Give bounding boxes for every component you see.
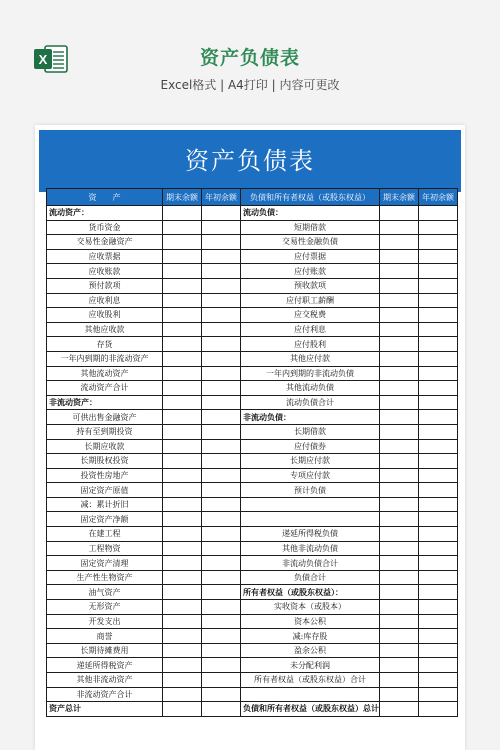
liability-item-label [241, 512, 380, 527]
liability-opening-balance-cell[interactable] [419, 454, 458, 469]
liability-item-label: 预收款项 [241, 278, 380, 293]
asset-item-label: 固定资产原值 [47, 483, 163, 498]
asset-ending-balance-cell[interactable] [163, 585, 202, 600]
liability-item-label: 盈余公积 [241, 643, 380, 658]
table-row [47, 570, 458, 585]
liability-item-label: 所有者权益（或股东权益）合计 [241, 673, 380, 688]
table-row [47, 468, 458, 483]
asset-item-label: 一年内到期的非流动资产 [47, 351, 163, 366]
asset-item-label: 长期股权投资 [47, 454, 163, 469]
table-row [47, 424, 458, 439]
liability-item-label: 资本公积 [241, 614, 380, 629]
column-header-ending-balance: 期末余额 [380, 189, 419, 206]
asset-opening-balance-cell[interactable] [202, 395, 241, 410]
liability-ending-balance-cell[interactable] [380, 220, 419, 235]
asset-ending-balance-cell[interactable] [163, 220, 202, 235]
asset-opening-balance-cell[interactable] [202, 337, 241, 352]
table-row [47, 410, 458, 425]
table-row [47, 497, 458, 512]
liability-opening-balance-cell[interactable] [419, 395, 458, 410]
liability-opening-balance-cell[interactable] [419, 308, 458, 323]
table-row [47, 512, 458, 527]
liability-opening-balance-cell[interactable] [419, 366, 458, 381]
asset-item-label: 其他应收款 [47, 322, 163, 337]
table-row [47, 454, 458, 469]
liability-ending-balance-cell[interactable] [380, 235, 419, 250]
asset-opening-balance-cell[interactable] [202, 614, 241, 629]
liability-item-label: 其他非流动负债 [241, 541, 380, 556]
asset-ending-balance-cell[interactable] [163, 249, 202, 264]
liability-item-label [241, 687, 380, 702]
table-row [47, 235, 458, 250]
liability-opening-balance-cell[interactable] [419, 658, 458, 673]
table-body [47, 206, 458, 717]
liability-opening-balance-cell[interactable] [419, 206, 458, 221]
liability-ending-balance-cell[interactable] [380, 366, 419, 381]
liability-opening-balance-cell[interactable] [419, 673, 458, 688]
balance-sheet-table [46, 188, 458, 717]
liability-opening-balance-cell[interactable] [419, 541, 458, 556]
asset-ending-balance-cell[interactable] [163, 351, 202, 366]
liability-opening-balance-cell[interactable] [419, 381, 458, 396]
asset-item-label: 无形资产 [47, 600, 163, 615]
liability-opening-balance-cell[interactable] [419, 570, 458, 585]
asset-opening-balance-cell[interactable] [202, 249, 241, 264]
liability-opening-balance-cell[interactable] [419, 556, 458, 571]
liability-item-label: 预计负债 [241, 483, 380, 498]
liability-opening-balance-cell[interactable] [419, 483, 458, 498]
liability-opening-balance-cell[interactable] [419, 614, 458, 629]
page-subtitle: Excel格式 | A4打印 | 内容可更改 [160, 78, 340, 92]
asset-opening-balance-cell[interactable] [202, 220, 241, 235]
asset-item-label: 交易性金融资产 [47, 235, 163, 250]
liability-ending-balance-cell[interactable] [380, 468, 419, 483]
liability-item-label: 长期应付款 [241, 454, 380, 469]
liability-ending-balance-cell[interactable] [380, 527, 419, 542]
asset-item-label: 流动资产合计 [47, 381, 163, 396]
liability-opening-balance-cell[interactable] [419, 643, 458, 658]
liability-item-label: 减:库存股 [241, 629, 380, 644]
asset-ending-balance-cell[interactable] [163, 687, 202, 702]
table-row [47, 673, 458, 688]
asset-opening-balance-cell[interactable] [202, 454, 241, 469]
asset-item-label: 应收股利 [47, 308, 163, 323]
asset-ending-balance-cell[interactable] [163, 293, 202, 308]
asset-item-label: 其他非流动资产 [47, 673, 163, 688]
liability-item-label: 应付职工薪酬 [241, 293, 380, 308]
asset-ending-balance-cell[interactable] [163, 600, 202, 615]
liability-opening-balance-cell[interactable] [419, 424, 458, 439]
asset-ending-balance-cell[interactable] [163, 483, 202, 498]
table-row [47, 249, 458, 264]
liability-item-label: 其他应付款 [241, 351, 380, 366]
asset-item-label: 应收票据 [47, 249, 163, 264]
liability-opening-balance-cell[interactable] [419, 468, 458, 483]
liability-opening-balance-cell[interactable] [419, 600, 458, 615]
asset-ending-balance-cell[interactable] [163, 614, 202, 629]
table-row [47, 614, 458, 629]
liability-ending-balance-cell[interactable] [380, 410, 419, 425]
liability-opening-balance-cell[interactable] [419, 337, 458, 352]
liability-opening-balance-cell[interactable] [419, 235, 458, 250]
asset-item-label: 投资性房地产 [47, 468, 163, 483]
liability-opening-balance-cell[interactable] [419, 527, 458, 542]
table-row [47, 483, 458, 498]
liability-ending-balance-cell[interactable] [380, 585, 419, 600]
liability-ending-balance-cell[interactable] [380, 264, 419, 279]
asset-item-label: 应收利息 [47, 293, 163, 308]
asset-item-label: 非流动资产： [47, 395, 163, 410]
asset-ending-balance-cell[interactable] [163, 643, 202, 658]
asset-item-label: 固定资产清理 [47, 556, 163, 571]
asset-opening-balance-cell[interactable] [202, 512, 241, 527]
asset-opening-balance-cell[interactable] [202, 658, 241, 673]
liability-ending-balance-cell[interactable] [380, 337, 419, 352]
asset-opening-balance-cell[interactable] [202, 497, 241, 512]
liability-opening-balance-cell[interactable] [419, 293, 458, 308]
asset-item-label: 应收账款 [47, 264, 163, 279]
asset-item-label: 资产总计 [47, 702, 163, 717]
table-row [47, 556, 458, 571]
liability-ending-balance-cell[interactable] [380, 600, 419, 615]
sheet-banner-title: 资产负债表 [39, 130, 461, 192]
column-header-assets: 资 产 [47, 189, 163, 206]
asset-opening-balance-cell[interactable] [202, 322, 241, 337]
liability-item-label: 非流动负债合计 [241, 556, 380, 571]
asset-item-label: 开发支出 [47, 614, 163, 629]
asset-opening-balance-cell[interactable] [202, 527, 241, 542]
asset-ending-balance-cell[interactable] [163, 206, 202, 221]
asset-item-label: 其他流动资产 [47, 366, 163, 381]
liability-item-label: 非流动负债： [241, 410, 380, 425]
asset-item-label: 流动资产： [47, 206, 163, 221]
table-row [47, 658, 458, 673]
liability-ending-balance-cell[interactable] [380, 483, 419, 498]
asset-ending-balance-cell[interactable] [163, 629, 202, 644]
sheet-preview [35, 125, 465, 750]
liability-item-label: 长期借款 [241, 424, 380, 439]
liability-ending-balance-cell[interactable] [380, 658, 419, 673]
liability-opening-balance-cell[interactable] [419, 629, 458, 644]
asset-opening-balance-cell[interactable] [202, 264, 241, 279]
column-header-opening-balance: 年初余额 [419, 189, 458, 206]
asset-item-label: 预付款项 [47, 278, 163, 293]
asset-item-label: 货币资金 [47, 220, 163, 235]
asset-opening-balance-cell[interactable] [202, 702, 241, 717]
liability-item-label: 流动负债合计 [241, 395, 380, 410]
table-row [47, 643, 458, 658]
asset-ending-balance-cell[interactable] [163, 658, 202, 673]
column-header-ending-balance: 期末余额 [163, 189, 202, 206]
asset-opening-balance-cell[interactable] [202, 424, 241, 439]
asset-item-label: 长期应收款 [47, 439, 163, 454]
asset-opening-balance-cell[interactable] [202, 585, 241, 600]
asset-opening-balance-cell[interactable] [202, 570, 241, 585]
asset-ending-balance-cell[interactable] [163, 527, 202, 542]
table-row [47, 308, 458, 323]
liability-ending-balance-cell[interactable] [380, 556, 419, 571]
liability-opening-balance-cell[interactable] [419, 702, 458, 717]
liability-ending-balance-cell[interactable] [380, 293, 419, 308]
asset-opening-balance-cell[interactable] [202, 600, 241, 615]
asset-ending-balance-cell[interactable] [163, 497, 202, 512]
asset-opening-balance-cell[interactable] [202, 308, 241, 323]
asset-ending-balance-cell[interactable] [163, 264, 202, 279]
table-row [47, 220, 458, 235]
liability-ending-balance-cell[interactable] [380, 381, 419, 396]
table-row [47, 264, 458, 279]
asset-ending-balance-cell[interactable] [163, 468, 202, 483]
asset-item-label: 工程物资 [47, 541, 163, 556]
liability-opening-balance-cell[interactable] [419, 497, 458, 512]
asset-item-label: 长期待摊费用 [47, 643, 163, 658]
table-row [47, 585, 458, 600]
liability-ending-balance-cell[interactable] [380, 614, 419, 629]
asset-opening-balance-cell[interactable] [202, 235, 241, 250]
table-row [47, 278, 458, 293]
liability-ending-balance-cell[interactable] [380, 439, 419, 454]
liability-ending-balance-cell[interactable] [380, 278, 419, 293]
asset-ending-balance-cell[interactable] [163, 702, 202, 717]
asset-opening-balance-cell[interactable] [202, 468, 241, 483]
asset-opening-balance-cell[interactable] [202, 483, 241, 498]
liability-item-label: 一年内到期的非流动负债 [241, 366, 380, 381]
liability-item-label: 交易性金融负债 [241, 235, 380, 250]
table-row [47, 629, 458, 644]
table-row [47, 702, 458, 717]
asset-opening-balance-cell[interactable] [202, 366, 241, 381]
asset-opening-balance-cell[interactable] [202, 439, 241, 454]
asset-opening-balance-cell[interactable] [202, 351, 241, 366]
liability-ending-balance-cell[interactable] [380, 351, 419, 366]
liability-ending-balance-cell[interactable] [380, 673, 419, 688]
liability-item-label: 负债和所有者权益（或股东权益）总计 [241, 702, 380, 717]
liability-ending-balance-cell[interactable] [380, 322, 419, 337]
asset-item-label: 存货 [47, 337, 163, 352]
liability-opening-balance-cell[interactable] [419, 278, 458, 293]
liability-ending-balance-cell[interactable] [380, 308, 419, 323]
liability-ending-balance-cell[interactable] [380, 702, 419, 717]
asset-opening-balance-cell[interactable] [202, 556, 241, 571]
asset-item-label: 持有至到期投资 [47, 424, 163, 439]
asset-ending-balance-cell[interactable] [163, 673, 202, 688]
svg-text:X: X [38, 52, 48, 67]
liability-ending-balance-cell[interactable] [380, 206, 419, 221]
liability-item-label: 实收资本（或股本） [241, 600, 380, 615]
page-header [0, 0, 500, 120]
asset-ending-balance-cell[interactable] [163, 512, 202, 527]
column-header-opening-balance: 年初余额 [202, 189, 241, 206]
liability-item-label: 递延所得税负债 [241, 527, 380, 542]
liability-opening-balance-cell[interactable] [419, 687, 458, 702]
liability-item-label: 应付票据 [241, 249, 380, 264]
liability-ending-balance-cell[interactable] [380, 249, 419, 264]
liability-item-label: 应付账款 [241, 264, 380, 279]
table-row [47, 206, 458, 221]
asset-item-label: 生产性生物资产 [47, 570, 163, 585]
liability-item-label: 应付债券 [241, 439, 380, 454]
table-row [47, 395, 458, 410]
liability-opening-balance-cell[interactable] [419, 512, 458, 527]
table-row [47, 337, 458, 352]
liability-item-label: 专项应付款 [241, 468, 380, 483]
asset-opening-balance-cell[interactable] [202, 410, 241, 425]
table-row [47, 351, 458, 366]
liability-item-label [241, 497, 380, 512]
asset-ending-balance-cell[interactable] [163, 381, 202, 396]
liability-ending-balance-cell[interactable] [380, 497, 419, 512]
asset-ending-balance-cell[interactable] [163, 556, 202, 571]
asset-item-label: 商誉 [47, 629, 163, 644]
asset-item-label: 递延所得税资产 [47, 658, 163, 673]
asset-opening-balance-cell[interactable] [202, 629, 241, 644]
table-row [47, 322, 458, 337]
liability-opening-balance-cell[interactable] [419, 351, 458, 366]
liability-item-label: 其他流动负债 [241, 381, 380, 396]
asset-opening-balance-cell[interactable] [202, 293, 241, 308]
liability-opening-balance-cell[interactable] [419, 585, 458, 600]
asset-ending-balance-cell[interactable] [163, 410, 202, 425]
liability-ending-balance-cell[interactable] [380, 541, 419, 556]
asset-opening-balance-cell[interactable] [202, 278, 241, 293]
liability-ending-balance-cell[interactable] [380, 687, 419, 702]
asset-ending-balance-cell[interactable] [163, 235, 202, 250]
liability-item-label: 应付股利 [241, 337, 380, 352]
liability-opening-balance-cell[interactable] [419, 264, 458, 279]
table-row [47, 541, 458, 556]
table-row [47, 439, 458, 454]
table-row [47, 687, 458, 702]
table-row [47, 381, 458, 396]
liability-ending-balance-cell[interactable] [380, 512, 419, 527]
column-header-liabilities-equity: 负债和所有者权益（或股东权益） [241, 189, 380, 206]
liability-ending-balance-cell[interactable] [380, 424, 419, 439]
liability-item-label: 应付利息 [241, 322, 380, 337]
asset-opening-balance-cell[interactable] [202, 643, 241, 658]
asset-ending-balance-cell[interactable] [163, 541, 202, 556]
asset-opening-balance-cell[interactable] [202, 541, 241, 556]
asset-ending-balance-cell[interactable] [163, 395, 202, 410]
liability-ending-balance-cell[interactable] [380, 454, 419, 469]
asset-opening-balance-cell[interactable] [202, 673, 241, 688]
page-title: 资产负债表 [199, 47, 300, 69]
asset-item-label: 减：累计折旧 [47, 497, 163, 512]
liability-item-label: 短期借款 [241, 220, 380, 235]
liability-opening-balance-cell[interactable] [419, 220, 458, 235]
asset-opening-balance-cell[interactable] [202, 206, 241, 221]
liability-opening-balance-cell[interactable] [419, 439, 458, 454]
asset-ending-balance-cell[interactable] [163, 337, 202, 352]
asset-item-label: 油气资产 [47, 585, 163, 600]
asset-ending-balance-cell[interactable] [163, 454, 202, 469]
asset-ending-balance-cell[interactable] [163, 439, 202, 454]
asset-ending-balance-cell[interactable] [163, 570, 202, 585]
liability-opening-balance-cell[interactable] [419, 322, 458, 337]
liability-ending-balance-cell[interactable] [380, 643, 419, 658]
liability-opening-balance-cell[interactable] [419, 249, 458, 264]
asset-ending-balance-cell[interactable] [163, 366, 202, 381]
liability-item-label: 流动负债： [241, 206, 380, 221]
asset-item-label: 非流动资产合计 [47, 687, 163, 702]
liability-item-label: 未分配利润 [241, 658, 380, 673]
table-header-row [47, 189, 458, 206]
asset-item-label: 在建工程 [47, 527, 163, 542]
table-row [47, 527, 458, 542]
table-row [47, 366, 458, 381]
asset-opening-balance-cell[interactable] [202, 687, 241, 702]
liability-opening-balance-cell[interactable] [419, 410, 458, 425]
asset-item-label: 固定资产净额 [47, 512, 163, 527]
asset-ending-balance-cell[interactable] [163, 278, 202, 293]
liability-item-label: 负债合计 [241, 570, 380, 585]
asset-item-label: 可供出售金融资产 [47, 410, 163, 425]
asset-ending-balance-cell[interactable] [163, 308, 202, 323]
asset-ending-balance-cell[interactable] [163, 322, 202, 337]
table-row [47, 600, 458, 615]
liability-ending-balance-cell[interactable] [380, 570, 419, 585]
table-row [47, 293, 458, 308]
liability-item-label: 所有者权益（或股东权益）： [241, 585, 380, 600]
liability-ending-balance-cell[interactable] [380, 629, 419, 644]
liability-ending-balance-cell[interactable] [380, 395, 419, 410]
asset-opening-balance-cell[interactable] [202, 381, 241, 396]
liability-item-label: 应交税费 [241, 308, 380, 323]
asset-ending-balance-cell[interactable] [163, 424, 202, 439]
